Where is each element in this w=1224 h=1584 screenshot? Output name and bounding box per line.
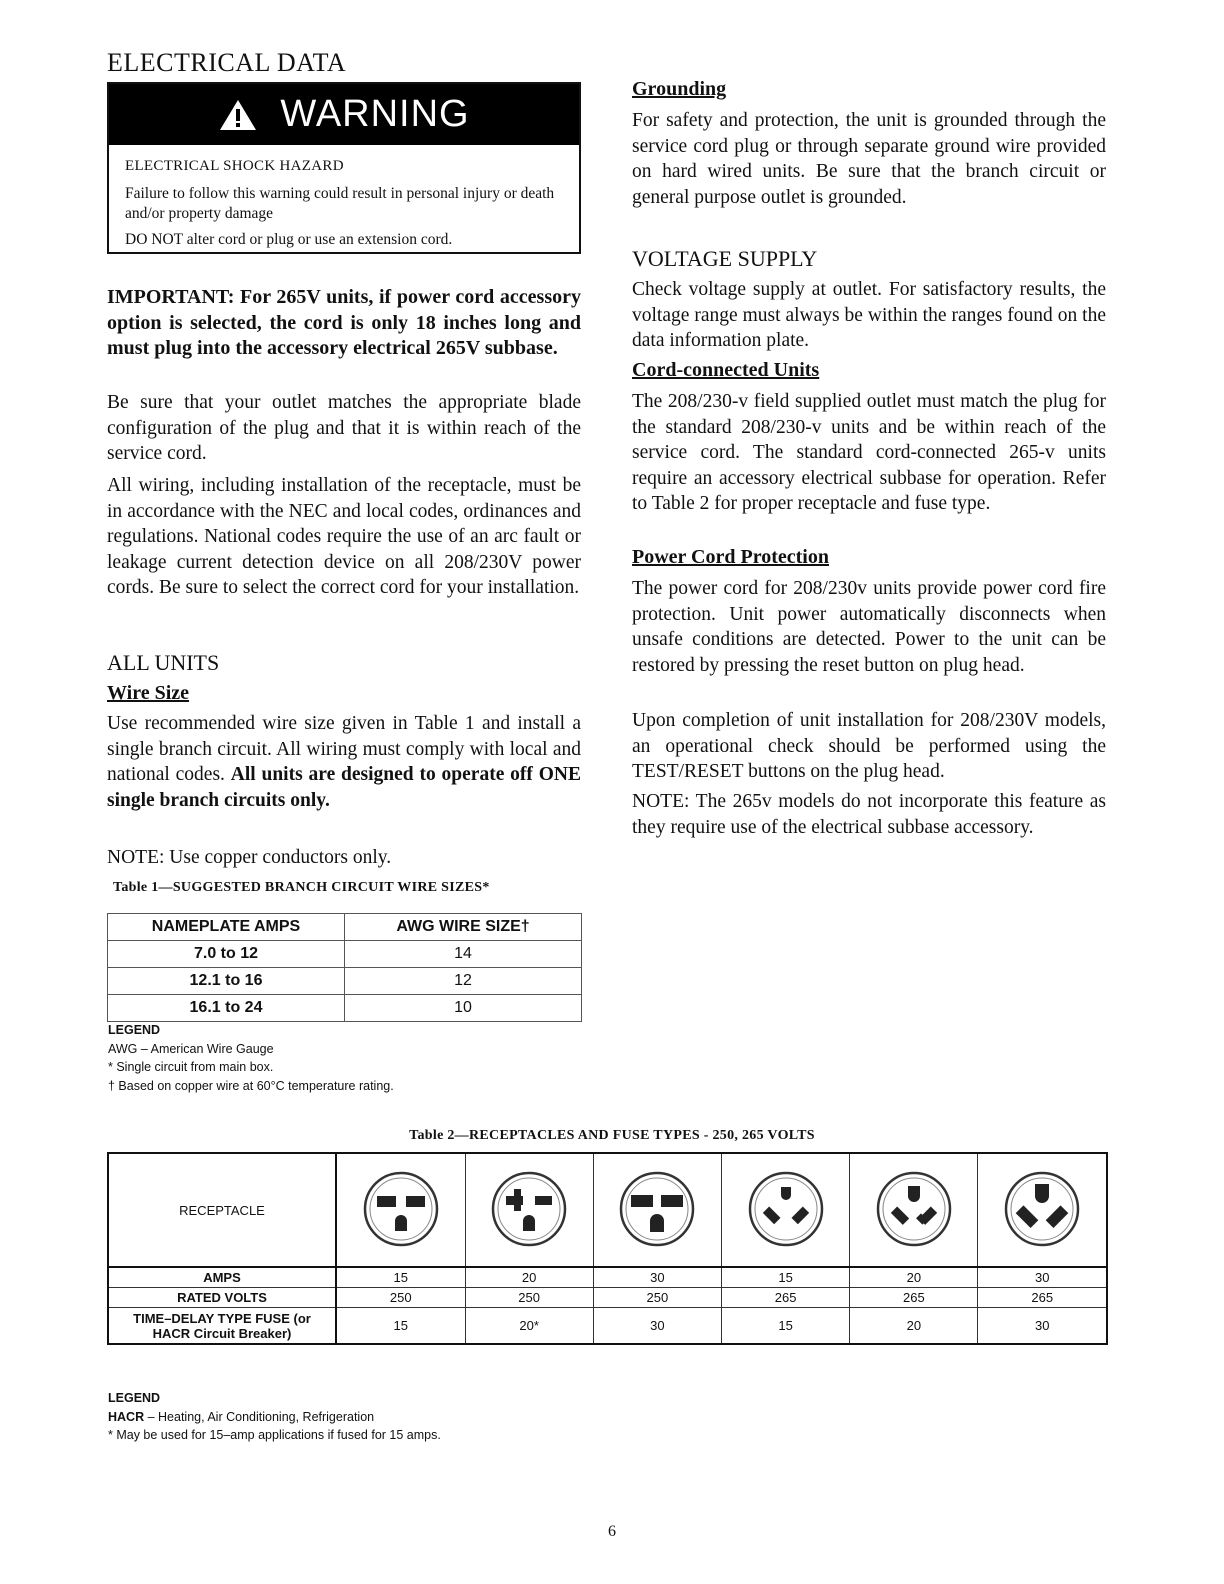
table-row	[108, 968, 582, 995]
table-cell: 250	[465, 1288, 593, 1308]
table-row	[108, 1267, 1107, 1288]
legend-item: * Single circuit from main box.	[108, 1060, 274, 1074]
power-cord-paragraph-2: Upon completion of unit installation for 208/230V models, an operational check should be performed using the TEST/RESET buttons on the plug head.	[632, 710, 1106, 782]
table-cell: 30	[593, 1308, 721, 1345]
row-label: TIME–DELAY TYPE FUSE (or HACR Circuit Breaker)	[108, 1308, 336, 1345]
receptacle-20a-250v-icon	[489, 1169, 569, 1249]
table-row	[108, 941, 582, 968]
cord-connected-heading: Cord-connected Units	[632, 359, 820, 381]
grounding-paragraph: For safety and protection, the unit is grounded through the service cord plug or through separate ground wire provided on hard wired units. Be sure that the branch circuit or general purpose outlet is grounded.	[632, 110, 1106, 208]
table-cell: 14	[345, 941, 582, 968]
receptacle-20a-265v-icon	[874, 1169, 954, 1249]
receptacle-cell	[721, 1153, 849, 1267]
table-cell: 20	[850, 1308, 978, 1345]
voltage-supply-heading: VOLTAGE SUPPLY	[632, 246, 818, 271]
table-row	[108, 995, 582, 1022]
warning-box	[107, 82, 581, 254]
table-header: NAMEPLATE AMPS	[108, 914, 345, 941]
table-cell: 16.1 to 24	[108, 995, 345, 1022]
legend-item: † Based on copper wire at 60°C temperature rating.	[108, 1078, 394, 1093]
wire-size-table	[107, 913, 582, 1022]
receptacle-cell	[593, 1153, 721, 1267]
table-header-row	[108, 914, 582, 941]
warning-hazard: ELECTRICAL SHOCK HAZARD	[125, 158, 344, 174]
warning-header	[109, 84, 579, 145]
wiring-paragraph: All wiring, including installation of the receptacle, must be in accordance with the NEC and local codes, ordinances and regulations. National codes require the use of an arc fault or leakage current detection device on all 208/230V power cords. Be sure to select the correct cord for your installation.	[107, 475, 581, 598]
table2-legend	[108, 1389, 441, 1445]
table-cell: 265	[978, 1288, 1107, 1308]
wire-size-bold: All units are designed to operate off ONE single branch circuits only.	[107, 764, 581, 811]
table-cell: 12.1 to 16	[108, 968, 345, 995]
cord-paragraph: The 208/230-v field supplied outlet must match the plug for the standard 208/230-v units and be within reach of the service cord. The standard cord-connected 265-v units require an accessory electrical subbase for operation. Refer to Table 2 for proper receptacle and fuse type.	[632, 391, 1106, 514]
table-header: AWG WIRE SIZE†	[345, 914, 582, 941]
note-label: NOTE	[632, 791, 684, 812]
table-cell: 250	[593, 1288, 721, 1308]
table-cell: 30	[978, 1267, 1107, 1288]
note-text: : Use copper conductors only.	[159, 847, 392, 868]
table-cell: 250	[336, 1288, 465, 1308]
receptacle-15a-265v-icon	[746, 1169, 826, 1249]
page-number: 6	[608, 1523, 616, 1540]
legend-item	[108, 1408, 441, 1427]
table1-caption: Table 1—SUGGESTED BRANCH CIRCUIT WIRE SIZES*	[113, 880, 490, 895]
receptacle-30a-265v-icon	[1002, 1169, 1082, 1249]
table-cell: 265	[850, 1288, 978, 1308]
table-cell: 15	[336, 1308, 465, 1345]
warning-line-1: Failure to follow this warning could result in personal injury or death and/or property damage	[125, 185, 555, 222]
receptacle-cell	[465, 1153, 593, 1267]
row-label: RECEPTACLE	[108, 1153, 336, 1267]
receptacle-30a-250v-icon	[617, 1169, 697, 1249]
table-cell: 12	[345, 968, 582, 995]
table-cell: 30	[593, 1267, 721, 1288]
copper-note	[107, 845, 581, 871]
grounding-heading: Grounding	[632, 78, 727, 100]
row-label: AMPS	[108, 1267, 336, 1288]
table-cell: 265	[721, 1288, 849, 1308]
table-cell: 30	[978, 1308, 1107, 1345]
receptacle-15a-250v-icon	[361, 1169, 441, 1249]
table-cell: 7.0 to 12	[108, 941, 345, 968]
all-units-heading: ALL UNITS	[107, 650, 220, 675]
table1-legend	[108, 1021, 394, 1095]
note-text: : The 265v models do not incorporate this feature as they require use of the electrical subbase accessory.	[632, 791, 1106, 838]
page-title: ELECTRICAL DATA	[107, 48, 347, 77]
table2-caption: Table 2—RECEPTACLES AND FUSE TYPES - 250, 265 VOLTS	[409, 1128, 815, 1143]
wire-size-paragraph	[107, 711, 581, 813]
table-cell: 15	[336, 1267, 465, 1288]
warning-title: WARNING	[280, 93, 470, 135]
subbase-note	[632, 789, 1106, 840]
table-cell: 10	[345, 995, 582, 1022]
legend-item: * May be used for 15–amp applications if fused for 15 amps.	[108, 1428, 441, 1442]
legend-key: HACR	[108, 1409, 145, 1424]
receptacle-cell	[336, 1153, 465, 1267]
power-cord-paragraph-1: The power cord for 208/230v units provide power cord fire protection. Unit power automatically disconnects when unsafe conditions are detected. Power to the unit can be restored by pressing the reset button on plug head.	[632, 578, 1106, 676]
table-row	[108, 1308, 1107, 1345]
wire-size-text: Use recommended wire size given in Table 1 and install a single branch circuit. All wiring must comply with local and national codes.	[107, 713, 581, 785]
table-row	[108, 1288, 1107, 1308]
outlet-paragraph: Be sure that your outlet matches the appropriate blade configuration of the plug and that it is within reach of the service cord.	[107, 392, 581, 464]
power-cord-heading: Power Cord Protection	[632, 546, 829, 568]
voltage-paragraph: Check voltage supply at outlet. For satisfactory results, the voltage range must always be within the ranges found on the data information plate.	[632, 279, 1106, 351]
table-cell: 15	[721, 1308, 849, 1345]
table-cell: 20	[465, 1267, 593, 1288]
table-cell: 15	[721, 1267, 849, 1288]
legend-title: LEGEND	[108, 1023, 161, 1037]
receptacle-table	[107, 1152, 1108, 1345]
table-cell: 20*	[465, 1308, 593, 1345]
receptacle-cell	[850, 1153, 978, 1267]
warning-triangle-icon	[218, 98, 258, 132]
legend-item: AWG – American Wire Gauge	[108, 1041, 274, 1056]
important-note: IMPORTANT: For 265V units, if power cord accessory option is selected, the cord is only 18 inches long and must plug into the accessory electrical 265V subbase.	[107, 286, 581, 359]
table-row	[108, 1153, 1107, 1267]
warning-line-2: DO NOT alter cord or plug or use an extension cord.	[125, 231, 453, 248]
table-cell: 20	[850, 1267, 978, 1288]
row-label: RATED VOLTS	[108, 1288, 336, 1308]
legend-text: – Heating, Air Conditioning, Refrigeration	[144, 1409, 375, 1424]
legend-title: LEGEND	[108, 1391, 161, 1405]
note-label: NOTE	[107, 847, 159, 868]
receptacle-cell	[978, 1153, 1107, 1267]
wire-size-heading: Wire Size	[107, 682, 190, 704]
